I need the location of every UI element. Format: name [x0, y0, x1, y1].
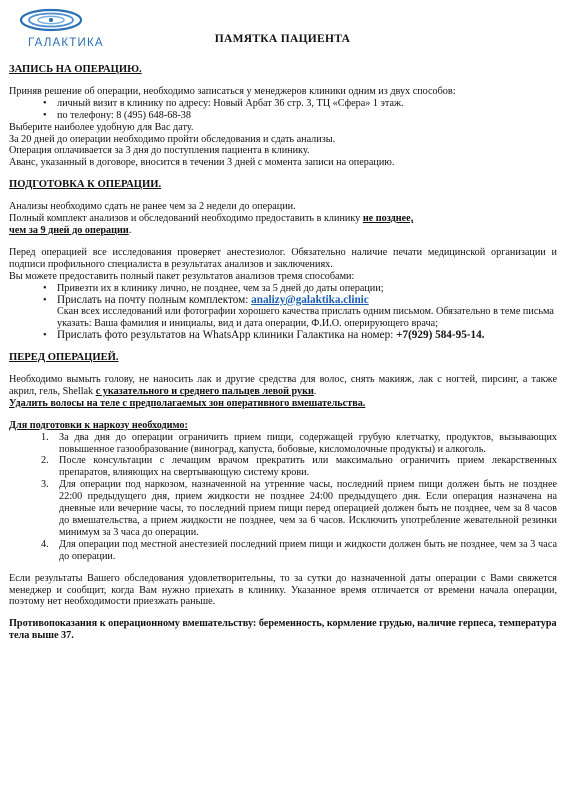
list-item: [43, 295, 557, 331]
anesthesia-prep-heading: Для подготовки к наркозу необходимо:: [9, 419, 188, 431]
list-item-text: За два дня до операции ограничить прием пищи, содержащей грубую клетчатку, продуктов, вызывающих повышенное газообразование (виноград, капуста, бобовые, кисломолочные продукты) и алкоголь.: [59, 431, 557, 455]
document-body: [9, 64, 557, 642]
closing-note: Если результаты Вашего обследования удовлетворительны, то за сутки до назначенной даты операции с Вами свяжется менеджер и сообщит, когда Вам нужно приехать в клинику. Указанное время отличается от времени начала операции, поэтому нет необходимости приезжать раньше.: [9, 572, 557, 608]
hair-removal-note: Удалить волосы на теле с предполагаемых зон оперативного вмешательства.: [9, 397, 366, 409]
list-item-text: Для операции под наркозом, назначенной на утренние часы, последний прием пищи должен быть не позднее 22:00 предыдущего дня, прием жидкости не позднее 24:00 предыдущего дня. Если операция назначена на дневные или вечерние часы, то последний прием пищи перед операцией должен быть не позднее, чем за 8 часов до вмешательства, а прием жидкости не позднее, чем за 6 часов. Исключить употребление жевательной резинки минимум за 3 часа до операции.: [59, 479, 557, 538]
list-item-text: После консультации с лечащим врачом прекратить или максимально ограничить прием лекарственных препаратов, влияющих на свертывающую систему крови.: [59, 455, 557, 479]
before-surgery-instructions: [9, 374, 557, 398]
email-link[interactable]: analizy@galaktika.clinic: [251, 293, 369, 306]
instructions-text: Необходимо вымыть голову, не наносить лак и другие средства для волос, снять макияж, лак с ногтей, пирсинг, а также акрил, гель, Shellak: [9, 374, 557, 397]
whatsapp-phone: +7(929) 584-95-14.: [396, 329, 485, 342]
logo-text: ГАЛАКТИКА: [28, 37, 104, 49]
bullet-icon: •: [43, 294, 47, 306]
deadline-text: Полный комплект анализов и обследований необходимо предоставить в клинику: [9, 213, 363, 225]
section-heading-before-surgery: ПЕРЕД ОПЕРАЦИЕЙ.: [9, 352, 119, 364]
section-heading-booking: ЗАПИСЬ НА ОПЕРАЦИЮ.: [9, 64, 142, 75]
list-item: 2. После консультации с лечащим врачом прекратить или максимально ограничить прием лекарственных препаратов, влияющих на свертывающую систему крови.: [41, 455, 557, 479]
page-title: ПАМЯТКА ПАЦИЕНТА: [214, 33, 351, 45]
anesthesia-prep-list: [9, 432, 557, 563]
bullet-icon: •: [43, 109, 47, 121]
booking-line: Выберите наиболее удобную для Вас дату.: [9, 121, 194, 133]
submission-methods-intro: Вы можете предоставить полный пакет результатов анализов тремя способами:: [9, 270, 355, 282]
section-heading-preparation: ПОДГОТОВКА К ОПЕРАЦИИ.: [9, 179, 162, 191]
list-item: [43, 98, 557, 110]
list-item: [43, 110, 557, 122]
list-item-text: Привезти их в клинику лично, не позднее, чем за 5 дней до даты операции;: [57, 282, 384, 294]
booking-line: Аванс, указанный в договоре, вносится в течении 3 дней с момента записи на операцию.: [9, 157, 395, 169]
anesthesiologist-note: Перед операцией все исследования проверяет анестезиолог. Обязательно наличие печати медицинской организации и подписи профильного специалиста в результатах анализов и заключениях.: [9, 246, 557, 270]
booking-line: Операция оплачивается за 3 дня до поступления пациента в клинику.: [9, 145, 310, 157]
submission-methods-list: [9, 283, 557, 343]
list-item: 1. За два дня до операции ограничить прием пищи, содержащей грубую клетчатку, продуктов, вызывающих повышенное газообразование (виноград, капуста, бобовые, кисломолочные продукты) и алкоголь.: [41, 431, 557, 455]
list-item: [43, 330, 557, 342]
list-item-text: Прислать фото результатов на WhatsApp клиники Галактика на номер:: [57, 329, 397, 342]
booking-intro: Приняв решение об операции, необходимо записаться у менеджеров клиники одним из двух способов:: [9, 85, 456, 97]
contraindications: Противопоказания к операционному вмешательству: беременность, кормление грудью, наличие герпеса, температура тела выше 37.: [9, 618, 557, 642]
deadline-emphasis: чем за 9 дней до операции: [9, 224, 129, 236]
list-item: 3. Для операции под наркозом, назначенной на утренние часы, последний прием пищи должен быть не позднее 22:00 предыдущего дня, прием жидкости не позднее 24:00 предыдущего дня. Если операция назначена на дневные или вечерние часы, то последний прием пищи перед операцией должен быть не позднее, чем за 8 часов до вмешательства, а прием жидкости не позднее, чем за 6 часов. Исключить употребление жевательной резинки минимум за 3 часа до операции.: [41, 479, 557, 538]
email-instructions: Скан всех исследований или фотографии хорошего качества прислать одним письмом. Обязательно в теме письма указать: Ваша фамилия и инициалы, вид и дата операции, Ф.И.О. оперирующего врача;: [57, 306, 554, 330]
list-item-text: по телефону: 8 (495) 648-68-38: [57, 109, 191, 121]
booking-methods-list: [9, 98, 557, 122]
deadline-emphasis: не позднее,: [362, 213, 414, 225]
list-item-text: Прислать на почту полным комплектом:: [57, 293, 252, 306]
deadline-suffix: .: [128, 224, 132, 236]
instructions-emphasis: с указательного и среднего пальцев левой руки: [95, 385, 314, 397]
bullet-icon: •: [43, 282, 47, 294]
list-item: 4. Для операции под местной анестезией последний прием пищи и жидкости должен быть не позднее, чем за 3 часа до операции.: [41, 538, 557, 562]
booking-line: За 20 дней до операции необходимо пройти обследования и сдать анализы.: [9, 133, 336, 145]
bullet-icon: •: [43, 330, 47, 342]
preparation-deadline: [9, 213, 557, 225]
bullet-icon: •: [43, 97, 47, 109]
list-item-text: личный визит в клинику по адресу: Новый Арбат 36 стр. 3, ТЦ «Сфера» 1 этаж.: [57, 97, 404, 109]
instructions-end: .: [313, 385, 317, 397]
preparation-deadline-cont: [9, 225, 557, 237]
list-item-text: Для операции под местной анестезией последний прием пищи и жидкости должен быть не позднее, чем за 3 часа до операции.: [59, 538, 557, 562]
preparation-line: Анализы необходимо сдать не ранее чем за 2 недели до операции.: [9, 201, 296, 213]
